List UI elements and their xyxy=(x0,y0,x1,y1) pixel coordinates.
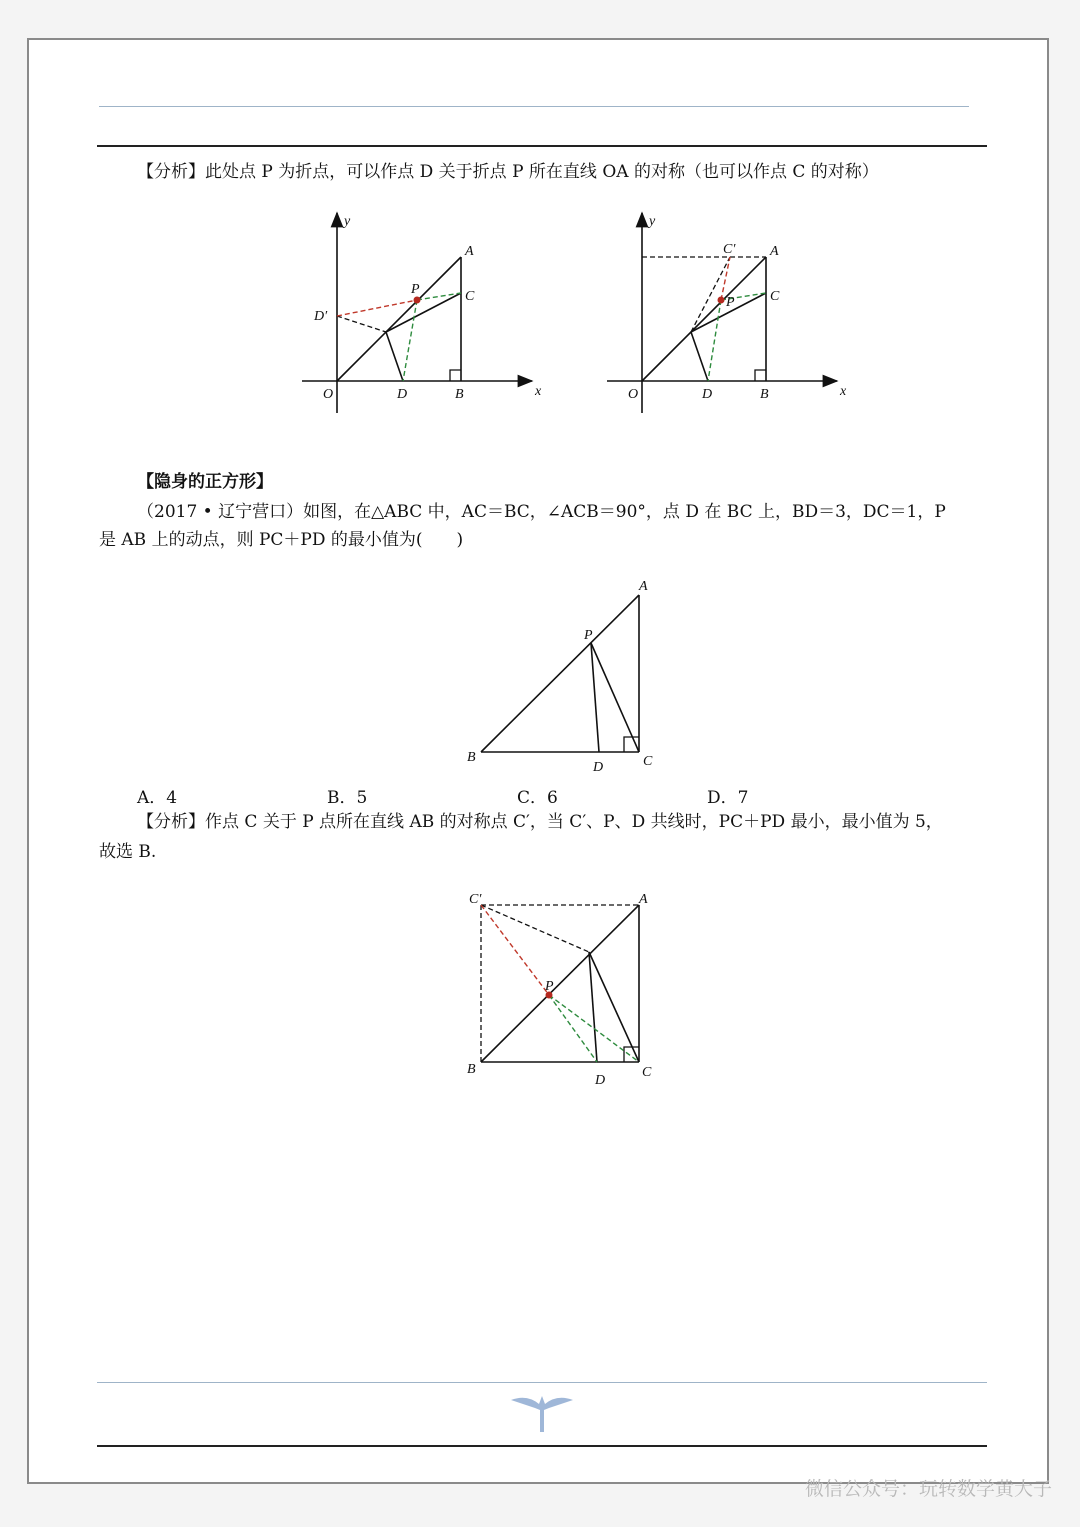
option-c: C．6 xyxy=(517,788,558,808)
label-B: B xyxy=(467,1062,476,1077)
label-A: A xyxy=(639,892,648,907)
line-to-C xyxy=(386,293,461,332)
label-A: A xyxy=(465,244,474,259)
label-C: C xyxy=(642,1065,652,1080)
line-OA xyxy=(337,257,461,381)
right-angle-mark xyxy=(755,370,766,381)
point-P xyxy=(414,297,421,304)
right-angle-mark xyxy=(624,737,639,752)
label-B: B xyxy=(455,387,464,402)
black-dash-to-Cprime xyxy=(691,257,730,332)
label-y: y xyxy=(344,214,351,229)
option-d: D．7 xyxy=(707,788,749,808)
label-B: B xyxy=(467,750,476,765)
label-P: P xyxy=(584,628,593,643)
document-page xyxy=(27,38,1049,1484)
label-D: D xyxy=(397,387,408,402)
footer-rule-dark xyxy=(97,1445,987,1447)
line-to-D xyxy=(691,332,708,381)
right-angle-mark xyxy=(624,1047,639,1062)
label-P: P xyxy=(411,282,420,297)
side-AB xyxy=(481,595,639,752)
right-angle-mark xyxy=(450,370,461,381)
label-A: A xyxy=(639,579,648,594)
problem-line-1: （2017 • 辽宁营口）如图，在△ABC 中，AC＝BC，∠ACB＝90°，点 D 在 BC 上，BD＝3，DC＝1，P xyxy=(137,502,946,522)
figure-3-triangle xyxy=(459,575,659,775)
label-D: D xyxy=(702,387,713,402)
label-D-prime: D′ xyxy=(314,309,328,324)
point-P xyxy=(718,297,725,304)
figure-2-coordinate-diagram xyxy=(602,210,852,420)
label-O: O xyxy=(628,387,639,402)
label-C-prime: C′ xyxy=(469,892,482,907)
side-AB xyxy=(481,905,639,1062)
label-C-prime: C′ xyxy=(723,242,736,257)
label-P: P xyxy=(726,295,735,310)
bird-logo-icon xyxy=(509,1392,575,1434)
analysis1-text: 【分析】此处点 P 为折点，可以作点 D 关于折点 P 所在直线 OA 的对称（也可以作点 C 的对称） xyxy=(137,162,879,182)
problem-line-2: 是 AB 上的动点，则 PC＋PD 的最小值为( ) xyxy=(99,530,464,550)
label-A: A xyxy=(770,244,779,259)
label-x: x xyxy=(535,384,542,399)
figure-4-square-reflection xyxy=(454,890,664,1090)
header-rule-light xyxy=(99,106,969,107)
label-C: C xyxy=(465,289,475,304)
analysis2-line-2: 故选 B. xyxy=(99,842,157,862)
green-dash-PD xyxy=(549,995,597,1062)
label-C: C xyxy=(643,754,653,769)
header-rule-dark xyxy=(97,145,987,147)
dash-Cprime-top xyxy=(481,905,589,952)
section-title: 【隐身的正方形】 xyxy=(137,472,273,492)
label-C: C xyxy=(770,289,780,304)
black-dash xyxy=(337,316,386,332)
label-x: x xyxy=(840,384,847,399)
watermark: 微信公众号：玩转数学黄大子 xyxy=(804,1478,1052,1500)
footer-rule-light xyxy=(97,1382,987,1383)
option-b: B．5 xyxy=(327,788,368,808)
red-dash xyxy=(481,905,549,995)
label-y: y xyxy=(649,214,656,229)
label-D: D xyxy=(595,1073,606,1088)
analysis2-line-1: 【分析】作点 C 关于 P 点所在直线 AB 的对称点 C′，当 C′、P、D 共线时，PC＋PD 最小，最小值为 5， xyxy=(137,812,943,832)
figure-1-coordinate-diagram xyxy=(297,210,547,420)
label-D: D xyxy=(593,760,604,775)
label-O: O xyxy=(323,387,334,402)
label-P: P xyxy=(545,979,554,994)
label-B: B xyxy=(760,387,769,402)
line-to-D xyxy=(386,332,403,381)
green-dash-PC xyxy=(549,995,639,1062)
option-a: A．4 xyxy=(137,788,178,808)
line-OA xyxy=(642,257,766,381)
